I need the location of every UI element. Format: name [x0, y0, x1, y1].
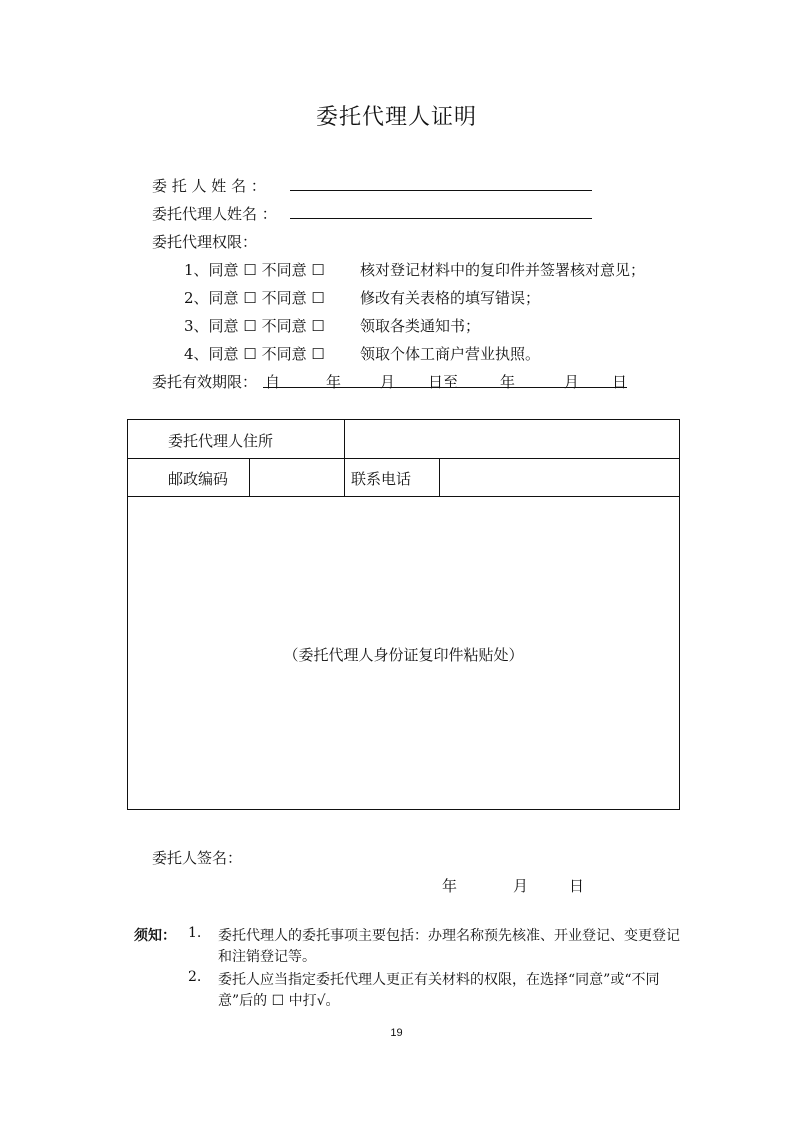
disagree-checkbox-3[interactable]: ☐	[311, 317, 325, 335]
document-title: 委托代理人证明	[315, 105, 477, 130]
page-number: 19	[390, 1027, 403, 1039]
validity-from: 自	[265, 373, 281, 391]
permission-row-4: 4、同意 ☐ 不同意 ☐	[184, 345, 325, 363]
postcode-label: 邮政编码	[168, 470, 229, 488]
validity-day-start-to: 日至	[428, 373, 459, 391]
note-1-line-2: 和注销登记等。	[218, 949, 316, 965]
permission-text-4: 领取个体工商户营业执照。	[360, 345, 541, 363]
address-label: 委托代理人住所	[168, 432, 274, 450]
address-field[interactable]	[346, 421, 679, 456]
permission-row-1: 1、同意 ☐ 不同意 ☐	[184, 261, 325, 279]
validity-day-end: 日	[612, 373, 628, 391]
signature-label: 委托人签名：	[152, 849, 243, 867]
permission-row-3: 3、同意 ☐ 不同意 ☐	[184, 317, 325, 335]
signature-month: 月	[513, 877, 529, 895]
notes-label: 须知：	[134, 928, 176, 944]
table-row-divider-2	[128, 496, 679, 497]
table-col-divider-row2-b	[344, 458, 345, 496]
validity-year-end: 年	[500, 373, 516, 391]
table-col-divider-row2-c	[439, 458, 440, 496]
note-1-number: 1.	[188, 925, 202, 941]
validity-month-start: 月	[380, 373, 396, 391]
phone-label: 联系电话	[351, 470, 412, 488]
disagree-checkbox-4[interactable]: ☐	[311, 345, 325, 363]
note-1-line-1: 委托代理人的委托事项主要包括：办理名称预先核准、开业登记、变更登记	[218, 928, 680, 944]
validity-year-start: 年	[326, 373, 342, 391]
agent-name-label: 委托代理人姓名 ：	[152, 205, 277, 223]
agree-checkbox-1[interactable]: ☐	[243, 261, 257, 279]
permission-text-1: 核对登记材料中的复印件并签署核对意见；	[360, 261, 646, 279]
note-2-number: 2.	[188, 969, 202, 985]
disagree-checkbox-2[interactable]: ☐	[311, 289, 325, 307]
validity-label: 委托有效期限：	[152, 373, 258, 391]
permission-text-2: 修改有关表格的填写错误；	[360, 289, 541, 307]
note-2-line-2: 意”后的 ☐ 中打√。	[218, 993, 340, 1009]
permission-row-2: 2、同意 ☐ 不同意 ☐	[184, 289, 325, 307]
table-col-divider-row2-a	[249, 458, 250, 496]
signature-day: 日	[569, 877, 585, 895]
permission-text-3: 领取各类通知书；	[360, 317, 481, 335]
disagree-checkbox-1[interactable]: ☐	[311, 261, 325, 279]
agent-name-field[interactable]	[290, 218, 592, 219]
principal-name-field[interactable]	[290, 190, 592, 191]
principal-name-label: 委 托 人 姓 名 ：	[152, 177, 266, 195]
authority-label: 委托代理权限：	[152, 233, 258, 251]
table-col-divider-row1	[344, 420, 345, 458]
agree-checkbox-3[interactable]: ☐	[243, 317, 257, 335]
note-2-line-1: 委托人应当指定委托代理人更正有关材料的权限，在选择“同意”或“不同	[218, 972, 660, 988]
validity-month-end: 月	[564, 373, 580, 391]
agree-checkbox-2[interactable]: ☐	[243, 289, 257, 307]
agent-info-table	[127, 419, 680, 810]
phone-field[interactable]	[441, 459, 679, 494]
agree-checkbox-4[interactable]: ☐	[243, 345, 257, 363]
id-copy-paste-area-label: （委托代理人身份证复印件粘贴处）	[283, 646, 524, 664]
postcode-field[interactable]	[251, 459, 343, 494]
signature-year: 年	[442, 877, 458, 895]
